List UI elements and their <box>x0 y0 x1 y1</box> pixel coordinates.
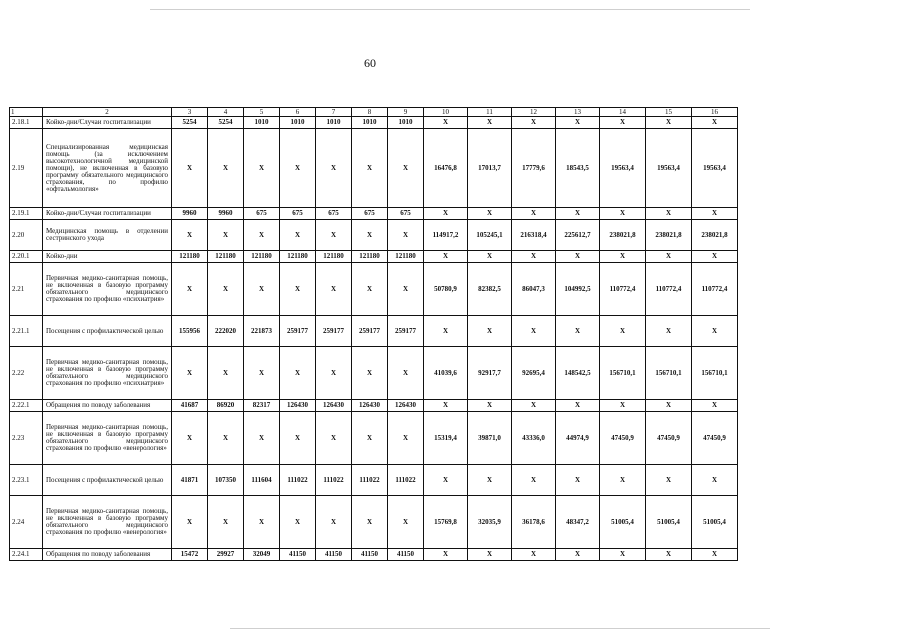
row-code: 2.23 <box>10 412 43 465</box>
value-cell: X <box>172 129 208 208</box>
value-cell: X <box>424 465 468 496</box>
value-cell: X <box>280 129 316 208</box>
value-cell: X <box>208 220 244 251</box>
value-cell: 126430 <box>352 400 388 412</box>
row-description: Койко-дни/Случаи госпитализации <box>43 208 172 220</box>
value-cell: 29927 <box>208 549 244 561</box>
value-cell: 32049 <box>244 549 280 561</box>
value-cell: 9960 <box>172 208 208 220</box>
value-cell: 126430 <box>388 400 424 412</box>
value-cell: X <box>468 251 512 263</box>
value-cell: 15769,8 <box>424 496 468 549</box>
value-cell: 1010 <box>388 117 424 129</box>
value-cell: 51005,4 <box>600 496 646 549</box>
value-cell: X <box>600 549 646 561</box>
row-code: 2.22.1 <box>10 400 43 412</box>
value-cell: 238021,8 <box>600 220 646 251</box>
value-cell: X <box>512 465 556 496</box>
table-row <box>10 316 738 347</box>
value-cell: 5254 <box>172 117 208 129</box>
value-cell: X <box>352 129 388 208</box>
value-cell: X <box>468 117 512 129</box>
value-cell: X <box>280 496 316 549</box>
value-cell: X <box>600 251 646 263</box>
row-description: Первичная медико-санитарная помощь, не включенная в базовую программу обязательного медицинского страхования по профилю «психиатрия» <box>43 263 172 316</box>
value-cell: X <box>424 251 468 263</box>
value-cell: X <box>172 347 208 400</box>
row-description: Койко-дни <box>43 251 172 263</box>
value-cell: X <box>424 549 468 561</box>
value-cell: X <box>646 117 692 129</box>
value-cell: X <box>692 549 738 561</box>
value-cell: 41687 <box>172 400 208 412</box>
value-cell: X <box>316 263 352 316</box>
value-cell: X <box>512 251 556 263</box>
value-cell: X <box>244 347 280 400</box>
value-cell: 17779,6 <box>512 129 556 208</box>
value-cell: 19563,4 <box>600 129 646 208</box>
value-cell: 41871 <box>172 465 208 496</box>
value-cell: X <box>316 129 352 208</box>
value-cell: X <box>208 263 244 316</box>
value-cell: X <box>512 208 556 220</box>
bottom-rule <box>230 628 770 629</box>
value-cell: X <box>646 316 692 347</box>
value-cell: X <box>600 316 646 347</box>
value-cell: 41150 <box>388 549 424 561</box>
row-description: Обращения по поводу заболевания <box>43 549 172 561</box>
value-cell: X <box>646 400 692 412</box>
value-cell: X <box>244 263 280 316</box>
value-cell: 104992,5 <box>556 263 600 316</box>
value-cell: 156710,1 <box>692 347 738 400</box>
value-cell: X <box>172 412 208 465</box>
value-cell: X <box>172 263 208 316</box>
header-cell: 1 <box>10 108 43 117</box>
value-cell: X <box>172 220 208 251</box>
value-cell: 126430 <box>316 400 352 412</box>
value-cell: 18543,5 <box>556 129 600 208</box>
value-cell: 111022 <box>352 465 388 496</box>
value-cell: 114917,2 <box>424 220 468 251</box>
value-cell: X <box>424 400 468 412</box>
row-description: Первичная медико-санитарная помощь, не включенная в базовую программу обязательного медицинского страхования по профилю «венерология» <box>43 412 172 465</box>
value-cell: 47450,9 <box>600 412 646 465</box>
value-cell: X <box>556 549 600 561</box>
value-cell: 222020 <box>208 316 244 347</box>
table-row <box>10 263 738 316</box>
header-cell: 16 <box>692 108 738 117</box>
value-cell: 148542,5 <box>556 347 600 400</box>
table-row <box>10 496 738 549</box>
value-cell: X <box>646 251 692 263</box>
value-cell: 19563,4 <box>692 129 738 208</box>
value-cell: X <box>692 117 738 129</box>
row-description: Первичная медико-санитарная помощь, не включенная в базовую программу обязательного медицинского страхования по профилю «психиатрия» <box>43 347 172 400</box>
value-cell: 16476,8 <box>424 129 468 208</box>
header-cell: 6 <box>280 108 316 117</box>
value-cell: X <box>388 129 424 208</box>
value-cell: 259177 <box>388 316 424 347</box>
value-cell: 105245,1 <box>468 220 512 251</box>
value-cell: X <box>316 220 352 251</box>
value-cell: 47450,9 <box>692 412 738 465</box>
value-cell: X <box>424 316 468 347</box>
value-cell: 675 <box>280 208 316 220</box>
value-cell: 111022 <box>316 465 352 496</box>
value-cell: X <box>646 208 692 220</box>
value-cell: X <box>468 400 512 412</box>
value-cell: 9960 <box>208 208 244 220</box>
row-description: Первичная медико-санитарная помощь, не включенная в базовую программу обязательного медицинского страхования по профилю «венерология» <box>43 496 172 549</box>
value-cell: X <box>244 412 280 465</box>
row-code: 2.20 <box>10 220 43 251</box>
top-rule <box>150 9 750 10</box>
value-cell: 121180 <box>208 251 244 263</box>
table-row <box>10 400 738 412</box>
header-cell: 8 <box>352 108 388 117</box>
value-cell: 19563,4 <box>646 129 692 208</box>
value-cell: X <box>468 208 512 220</box>
value-cell: 216318,4 <box>512 220 556 251</box>
value-cell: X <box>352 220 388 251</box>
value-cell: 1010 <box>352 117 388 129</box>
value-cell: X <box>388 263 424 316</box>
table-header-row <box>10 108 738 117</box>
header-cell: 13 <box>556 108 600 117</box>
row-code: 2.21 <box>10 263 43 316</box>
value-cell: X <box>468 549 512 561</box>
value-cell: X <box>600 400 646 412</box>
value-cell: X <box>172 496 208 549</box>
value-cell: 41039,6 <box>424 347 468 400</box>
header-cell: 11 <box>468 108 512 117</box>
value-cell: X <box>316 496 352 549</box>
table-row <box>10 129 738 208</box>
row-description: Посещения с профилактической целью <box>43 465 172 496</box>
value-cell: 41150 <box>352 549 388 561</box>
value-cell: 92917,7 <box>468 347 512 400</box>
value-cell: 221873 <box>244 316 280 347</box>
value-cell: X <box>556 400 600 412</box>
value-cell: X <box>556 251 600 263</box>
row-code: 2.19.1 <box>10 208 43 220</box>
header-cell: 15 <box>646 108 692 117</box>
value-cell: X <box>244 496 280 549</box>
row-description: Специализированная медицинская помощь (за исключением высокотехнологичной медицинской помощи), не включенная в базовую программу обязательного медицинского страхования, по профилю «офтальмология» <box>43 129 172 208</box>
table-row <box>10 549 738 561</box>
value-cell: 675 <box>316 208 352 220</box>
header-cell: 5 <box>244 108 280 117</box>
value-cell: 110772,4 <box>646 263 692 316</box>
value-cell: 126430 <box>280 400 316 412</box>
table-row <box>10 208 738 220</box>
value-cell: X <box>280 220 316 251</box>
value-cell: 48347,2 <box>556 496 600 549</box>
value-cell: X <box>280 347 316 400</box>
value-cell: 225612,7 <box>556 220 600 251</box>
value-cell: X <box>512 549 556 561</box>
header-cell: 4 <box>208 108 244 117</box>
value-cell: 121180 <box>172 251 208 263</box>
value-cell: X <box>556 117 600 129</box>
table-row <box>10 251 738 263</box>
row-code: 2.20.1 <box>10 251 43 263</box>
value-cell: X <box>646 549 692 561</box>
value-cell: X <box>208 347 244 400</box>
value-cell: 238021,8 <box>692 220 738 251</box>
value-cell: 111604 <box>244 465 280 496</box>
value-cell: 92695,4 <box>512 347 556 400</box>
value-cell: X <box>512 117 556 129</box>
value-cell: X <box>316 412 352 465</box>
value-cell: X <box>600 208 646 220</box>
value-cell: 675 <box>352 208 388 220</box>
value-cell: X <box>646 465 692 496</box>
value-cell: X <box>556 316 600 347</box>
value-cell: 156710,1 <box>600 347 646 400</box>
header-cell: 14 <box>600 108 646 117</box>
header-cell: 7 <box>316 108 352 117</box>
value-cell: 156710,1 <box>646 347 692 400</box>
value-cell: 39871,0 <box>468 412 512 465</box>
value-cell: 47450,9 <box>646 412 692 465</box>
page-number: 60 <box>364 56 376 70</box>
value-cell: 121180 <box>352 251 388 263</box>
value-cell: X <box>468 465 512 496</box>
value-cell: 36178,6 <box>512 496 556 549</box>
value-cell: 121180 <box>388 251 424 263</box>
header-cell: 12 <box>512 108 556 117</box>
value-cell: X <box>512 316 556 347</box>
value-cell: 121180 <box>316 251 352 263</box>
value-cell: X <box>692 316 738 347</box>
value-cell: 259177 <box>316 316 352 347</box>
row-description: Обращения по поводу заболевания <box>43 400 172 412</box>
value-cell: 259177 <box>280 316 316 347</box>
value-cell: 32035,9 <box>468 496 512 549</box>
value-cell: X <box>208 496 244 549</box>
value-cell: 238021,8 <box>646 220 692 251</box>
value-cell: X <box>512 400 556 412</box>
header-cell: 9 <box>388 108 424 117</box>
value-cell: 82382,5 <box>468 263 512 316</box>
value-cell: 1010 <box>244 117 280 129</box>
row-description: Медицинская помощь в отделении сестринского ухода <box>43 220 172 251</box>
row-code: 2.22 <box>10 347 43 400</box>
value-cell: 675 <box>244 208 280 220</box>
row-code: 2.24.1 <box>10 549 43 561</box>
value-cell: 15472 <box>172 549 208 561</box>
value-cell: 44974,9 <box>556 412 600 465</box>
value-cell: 51005,4 <box>692 496 738 549</box>
value-cell: 82317 <box>244 400 280 412</box>
value-cell: X <box>468 316 512 347</box>
value-cell: 111022 <box>388 465 424 496</box>
value-cell: X <box>280 412 316 465</box>
value-cell: 50780,9 <box>424 263 468 316</box>
value-cell: 121180 <box>244 251 280 263</box>
value-cell: X <box>692 400 738 412</box>
value-cell: X <box>692 208 738 220</box>
value-cell: X <box>556 465 600 496</box>
value-cell: X <box>316 347 352 400</box>
value-cell: X <box>244 220 280 251</box>
value-cell: 86920 <box>208 400 244 412</box>
budget-table <box>9 107 738 561</box>
value-cell: X <box>388 412 424 465</box>
value-cell: 15319,4 <box>424 412 468 465</box>
value-cell: 155956 <box>172 316 208 347</box>
value-cell: X <box>424 208 468 220</box>
header-cell: 3 <box>172 108 208 117</box>
value-cell: 51005,4 <box>646 496 692 549</box>
value-cell: 5254 <box>208 117 244 129</box>
row-code: 2.24 <box>10 496 43 549</box>
value-cell: X <box>692 465 738 496</box>
value-cell: X <box>244 129 280 208</box>
table-row <box>10 347 738 400</box>
value-cell: X <box>280 263 316 316</box>
value-cell: 110772,4 <box>600 263 646 316</box>
value-cell: 110772,4 <box>692 263 738 316</box>
value-cell: X <box>556 208 600 220</box>
value-cell: X <box>388 496 424 549</box>
table-row <box>10 412 738 465</box>
value-cell: X <box>352 263 388 316</box>
value-cell: 17013,7 <box>468 129 512 208</box>
row-description: Посещения с профилактической целью <box>43 316 172 347</box>
value-cell: 43336,0 <box>512 412 556 465</box>
value-cell: 107350 <box>208 465 244 496</box>
row-description: Койко-дни/Случаи госпитализации <box>43 117 172 129</box>
value-cell: X <box>424 117 468 129</box>
value-cell: X <box>600 465 646 496</box>
row-code: 2.19 <box>10 129 43 208</box>
value-cell: 41150 <box>280 549 316 561</box>
header-cell: 2 <box>43 108 172 117</box>
value-cell: 259177 <box>352 316 388 347</box>
value-cell: 111022 <box>280 465 316 496</box>
value-cell: 1010 <box>280 117 316 129</box>
value-cell: X <box>352 496 388 549</box>
table-row <box>10 465 738 496</box>
row-code: 2.23.1 <box>10 465 43 496</box>
value-cell: X <box>352 347 388 400</box>
value-cell: X <box>600 117 646 129</box>
header-cell: 10 <box>424 108 468 117</box>
value-cell: X <box>388 347 424 400</box>
value-cell: X <box>208 412 244 465</box>
value-cell: X <box>692 251 738 263</box>
value-cell: 121180 <box>280 251 316 263</box>
table-row <box>10 220 738 251</box>
value-cell: X <box>388 220 424 251</box>
value-cell: 86047,3 <box>512 263 556 316</box>
row-code: 2.21.1 <box>10 316 43 347</box>
value-cell: 1010 <box>316 117 352 129</box>
value-cell: X <box>352 412 388 465</box>
value-cell: 675 <box>388 208 424 220</box>
row-code: 2.18.1 <box>10 117 43 129</box>
value-cell: 41150 <box>316 549 352 561</box>
table-row <box>10 117 738 129</box>
value-cell: X <box>208 129 244 208</box>
